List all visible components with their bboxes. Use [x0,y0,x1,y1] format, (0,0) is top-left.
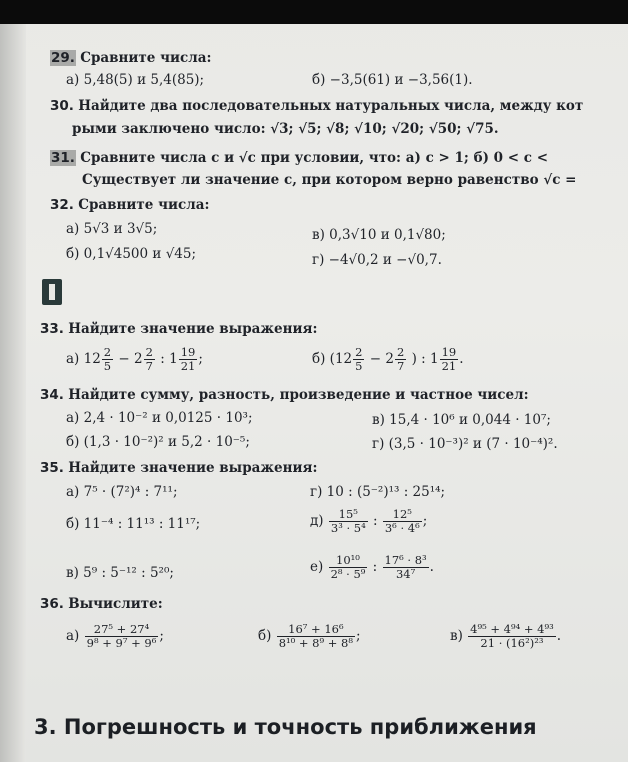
problem-29-header [50,50,211,66]
fraction: $\frac{\text{17⁶ · 8³}}{\text{34⁷}}$ [384,553,427,581]
problem-30-line2 [72,121,499,137]
problem-33-header [40,321,317,337]
fraction: $\frac{\text{16⁷ + 16⁶}}{\text{8¹⁰ + 8⁹ + 8⁸}}$ [278,622,353,650]
problem-35-a: а) 7⁵ · (7²)⁴ : 7¹¹; [66,484,178,500]
problem-33-a [66,344,203,374]
problem-title: Найдите значение выражения: [68,460,318,476]
problem-35-b: б) 11⁻⁴ : 11¹³ : 11¹⁷; [66,516,201,532]
problem-32-g: г) −4√0,2 и −√0,7. [312,252,442,268]
expr-part: ) : 1 [411,351,439,367]
expr-part: ; [159,628,164,644]
problem-title: Сравните числа: [78,197,210,213]
problem-32-b: б) 0,1√4500 и √45; [66,246,197,262]
problem-32-a: а) 5√3 и 3√5; [66,221,158,237]
problem-number: 31. [51,150,75,166]
problem-34-g: г) (3,5 · 10⁻³)² и (7 · 10⁻⁴)². [372,436,558,452]
problem-36-b [258,618,361,654]
problem-35-g: г) 10 : (5⁻²)¹³ : 25¹⁴; [310,484,446,500]
problem-36-a [66,618,164,654]
problem-number: 36. [40,596,64,612]
problem-text: рыми заключено число: [72,121,266,137]
expr-part: б) (12 [312,351,353,367]
problem-text: Найдите два последовательных натуральных числа, между кот [78,98,584,114]
problem-32-v: в) 0,3√10 и 0,1√80; [312,227,446,243]
problem-32-header [50,197,209,213]
expr-part: − 2 [369,351,394,367]
root-value: √8; [326,121,350,137]
problem-title: Сравните числа: [80,50,212,66]
expr-part: ; [198,351,203,367]
fraction: $\frac{2}{7}$ [396,345,405,373]
fraction: $\frac{\text{10¹⁰}}{\text{2⁸ · 5⁹}}$ [330,553,366,581]
problem-35-e: е) $\frac{\text{10¹⁰}}{\text{2⁸ · 5⁹}}$ : $\frac{\text{17⁶ · 8³}}{\text{34⁷}}$ . [310,553,434,581]
problem-31-line1 [50,150,548,166]
problem-number: 32. [50,197,74,213]
expr-part: а) [66,628,80,644]
root-value: √20; [391,121,425,137]
root-value: √75. [466,121,499,137]
root-value: √3; [270,121,294,137]
fraction: $\frac{\text{15⁵}}{\text{3³ · 5⁴}}$ [330,507,366,535]
fraction: $\frac{19}{21}$ [441,345,457,373]
page-shadow [0,24,26,762]
problem-title: Найдите сумму, разность, произведение и частное чисел: [68,387,529,403]
problem-number: 30. [50,98,74,114]
problem-34-v: в) 15,4 · 10⁶ и 0,044 · 10⁷; [372,412,551,428]
problem-34-b: б) (1,3 · 10⁻²)² и 5,2 · 10⁻⁵; [66,434,250,450]
expr-part: . [429,559,434,575]
fraction: $\frac{2}{5}$ [103,345,112,373]
level-marker-icon [42,279,62,305]
problem-35-v: в) 5⁹ : 5⁻¹² : 5²⁰; [66,565,174,581]
root-value: √5; [298,121,322,137]
problem-36-header [40,596,163,612]
problem-number: 34. [40,387,64,403]
problem-title: Вычислите: [68,596,163,612]
fraction: $\frac{19}{21}$ [180,345,196,373]
expr-part: ; [422,513,428,529]
expr-part: б) [258,628,272,644]
expr-part: е) [310,559,324,575]
expr-part: а) 12 [66,351,101,367]
fraction: $\frac{\text{4⁹⁵ + 4⁹⁴ + 4⁹³}}{\text{21 · (16²)²³}}$ [470,622,554,650]
problem-34-a: а) 2,4 · 10⁻² и 0,0125 · 10³; [66,410,253,426]
top-dark-edge [0,0,628,24]
expr-part: ; [356,628,361,644]
root-value: √10; [354,121,387,137]
section-heading: 3. Погрешность и точность приближения [34,715,537,739]
problem-36-v [450,618,561,654]
problem-title: Найдите значение выражения: [68,321,318,337]
expr-part: в) [450,628,463,644]
fraction: $\frac{2}{7}$ [145,345,153,373]
problem-text: Сравните числа c и √c при условии, что: а) c > 1; б) 0 < c < [80,150,549,166]
root-value: √50; [428,121,462,137]
fraction: $\frac{\text{12⁵}}{\text{3⁶ · 4⁶}}$ [384,507,420,535]
problem-29-b: б) −3,5(61) и −3,56(1). [312,72,473,88]
fraction: $\frac{\text{27⁵ + 27⁴}}{\text{9⁸ + 9⁷ + 9⁶}}$ [86,622,157,650]
problem-30-line1 [50,98,583,114]
problem-31-line2: Существует ли значение c, при котором верно равенство √c = [82,172,577,188]
expr-part: . [459,351,464,367]
problem-number: 29. [51,50,75,66]
problem-number: 35. [40,460,64,476]
problem-33-b [312,344,464,374]
problem-34-header [40,387,529,403]
expr-part: д) [310,513,324,529]
expr-part: . [556,628,561,644]
problem-35-header [40,460,317,476]
expr-part: − 2 [118,351,143,367]
problem-35-d: д) $\frac{\text{15⁵}}{\text{3³ · 5⁴}}$ : $\frac{\text{12⁵}}{\text{3⁶ · 4⁶}}$ ; [310,507,428,535]
problem-29-a: а) 5,48(5) и 5,4(85); [66,72,205,88]
problem-number: 33. [40,321,64,337]
expr-part: : 1 [160,351,178,367]
fraction: $\frac{2}{5}$ [355,345,363,373]
